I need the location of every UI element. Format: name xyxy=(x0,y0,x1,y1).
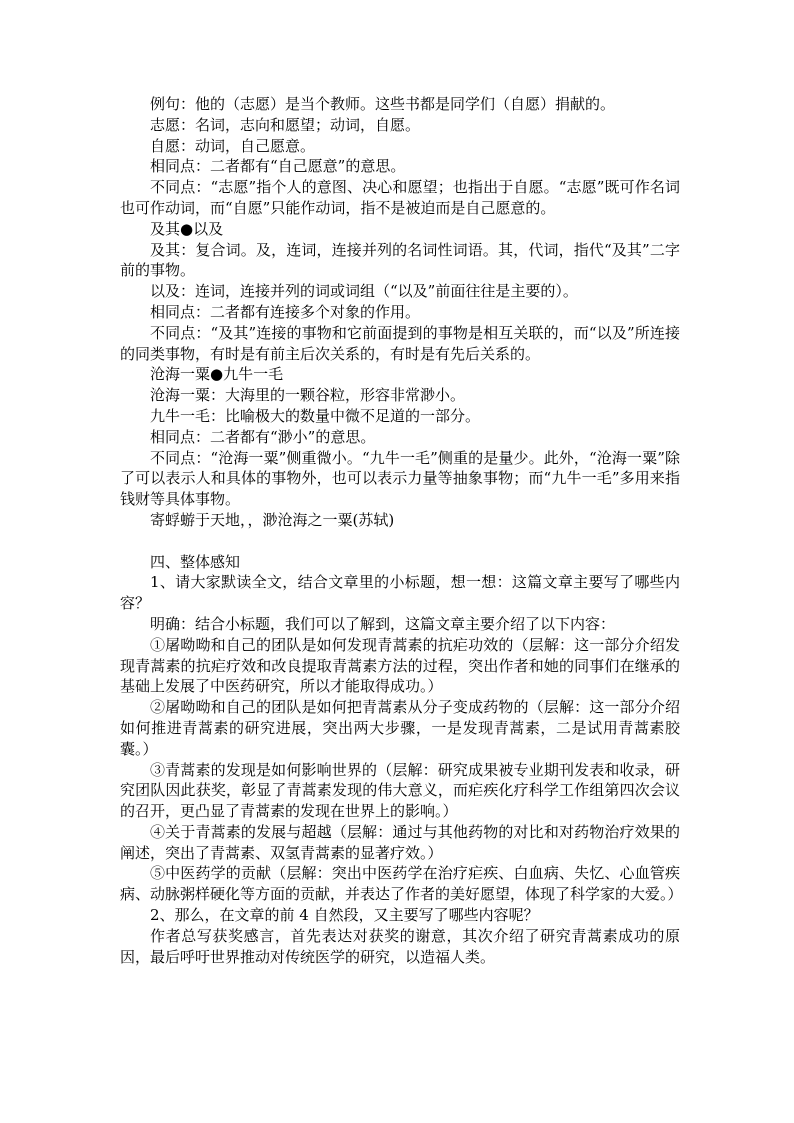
definition-ziyuan: 自愿：动词，自己愿意。 xyxy=(150,136,316,155)
similarity-1: 相同点：二者都有“自己愿意”的意思。 xyxy=(150,157,406,176)
definition-canghai: 沧海一粟：大海里的一颗谷粒，形容非常渺小。 xyxy=(150,386,466,405)
word-pair-heading-2: 及其●以及 xyxy=(150,219,224,238)
difference-1: 不同点：“志愿”指个人的意图、决心和愿望；也指出于自愿。“志愿”既可作名词也可作动词，而“自愿”只能作动词，指不是被迫而是自己愿意的。 xyxy=(120,178,680,217)
similarity-2: 相同点：二者都有连接多个对象的作用。 xyxy=(150,302,421,321)
definition-jiqi: 及其：复合词。及，连词，连接并列的名词性词语。其，代词，指代“及其”二字前的事物。 xyxy=(120,240,680,280)
difference-3: 不同点：“沧海一粟”侧重微小。“九牛一毛”侧重的是量少。此外，“沧海一粟”除了可以表示人和具体的事物外，也可以表示力量等抽象事物；而“九牛一毛”多用来指钱财等具体事物。 xyxy=(120,448,680,509)
definition-yiji: 以及：连词，连接并列的词或词组（“以及”前面往往是主要的）。 xyxy=(150,282,578,301)
poem-quote: 寄蜉蝣于天地，，渺沧海之一粟(苏轼) xyxy=(150,510,395,529)
difference-2: 不同点：“及其”连接的事物和它前面提到的事物是相互关联的，而“以及”所连接的同类事物，有时是有前主后次关系的，有时是有先后关系的。 xyxy=(120,323,680,363)
document-body xyxy=(120,94,683,967)
example-sentence: 例句：他的（志愿）是当个教师。这些书都是同学们（自愿）捐献的。 xyxy=(150,95,616,113)
section-heading: 四、整体感知 xyxy=(150,552,241,571)
blank-line xyxy=(120,531,680,552)
content-item-5: ⑤中医药学的贡献（层解：突出中医药学在治疗疟疾、白血病、失忆、心血管疾病、动脉粥样硬化等方面的贡献，并表达了作者的美好愿望，体现了科学家的大爱。） xyxy=(120,864,683,904)
word-pair-heading-3: 沧海一粟●九牛一毛 xyxy=(150,365,284,384)
content-item-2: ②屠呦呦和自己的团队是如何把青蒿素从分子变成药物的（层解：这一部分介绍如何推进青蒿素的研究进展，突出两大步骤，一是发现青蒿素，二是试用青蒿素胶囊。） xyxy=(120,698,680,758)
content-item-3: ③青蒿素的发现是如何影响世界的（层解：研究成果被专业期刊发表和收录，研究团队因此获奖，彰显了青蒿素发现的伟大意义，而疟疾化疗科学工作组第四次会议的召开，更凸显了青蒿素的发现在世界上的影响。） xyxy=(120,760,680,821)
definition-zhiyuan: 志愿：名词，志向和愿望；动词，自愿。 xyxy=(150,115,421,134)
question-1: 1、请大家默读全文，结合文章里的小标题，想一想：这篇文章主要写了哪些内容？ xyxy=(120,573,680,613)
question-2: 2、那么，在文章的前 4 自然段，又主要写了哪些内容呢？ xyxy=(150,906,539,925)
similarity-3: 相同点：二者都有“渺小”的意思。 xyxy=(150,427,376,446)
content-item-4: ④关于青蒿素的发展与超越（层解：通过与其他药物的对比和对药物治疗效果的阐述，突出了青蒿素、双氢青蒿素的显著疗效。） xyxy=(120,822,680,862)
answer-2: 作者总写获奖感言，首先表达对获奖的谢意，其次介绍了研究青蒿素成功的原因，最后呼吁世界推动对传统医学的研究，以造福人类。 xyxy=(120,926,680,966)
answer-intro: 明确：结合小标题，我们可以了解到，这篇文章主要介绍了以下内容： xyxy=(150,614,616,633)
content-item-1: ①屠呦呦和自己的团队是如何发现青蒿素的抗疟功效的（层解：这一部分介绍发现青蒿素的抗疟疗效和改良提取青蒿素方法的过程，突出作者和她的同事们在继承的基础上发展了中医药研究，所以才能取得成功。） xyxy=(120,635,680,696)
definition-jiuniu: 九牛一毛：比喻极大的数量中微不足道的一部分。 xyxy=(150,406,481,425)
